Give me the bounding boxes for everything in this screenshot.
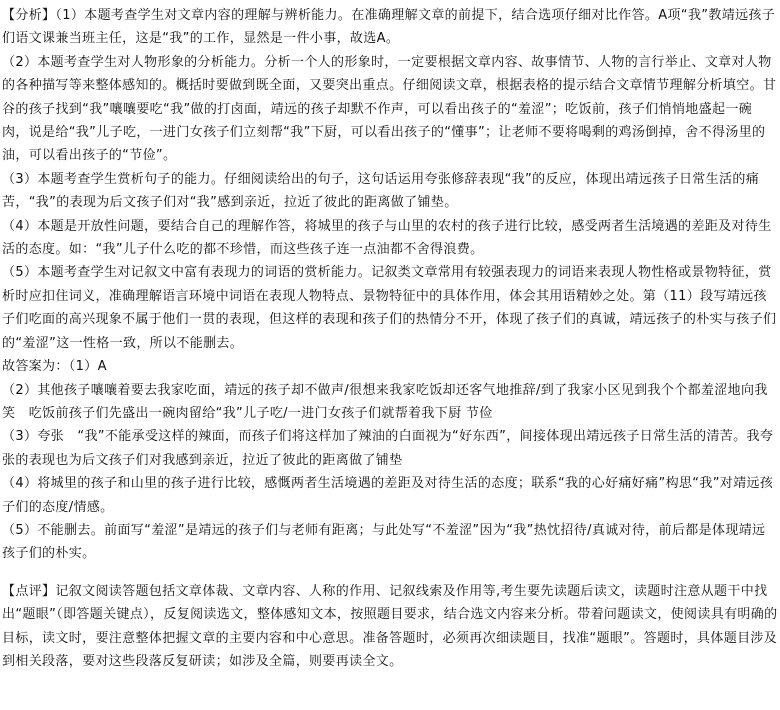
analysis-paragraph-2: （2）本题考查学生对人物形象的分析能力。分析一个人的形象时，一定要根据文章内容、故事情节、人物的言行举止、文章对人物的各种描写等来整体感知的。概括时要做到既全面，又要突出重点。仔细阅读文章，根据表格的提示结合文章情节理解分析填空。甘谷的孩子找到“我”嚷嚷要吃“我”做的打卤面，靖远的孩子却默不作声，可以看出孩子的“羞涩”；吃饭前，孩子们悄悄地盛起一碗肉，说是给“我”儿子吃，一进门女孩子们立刻帮“我”下厨，可以看出孩子的“懂事”；让老师不要将喝剩的鸡汤倒掉，舍不得汤里的油，可以看出孩子的“节俭”。 (2, 54, 777, 164)
analysis-paragraph-5: （5）本题考查学生对记叙文中富有表现力的词语的赏析能力。记叙类文章常用有较强表现力的词语来表现人物性格或景物特征，赏析时应扣住词义，准确理解语言环境中词语在表现人物特点、景物特征中的具体作用，体会其用语精妙之处。第（11）段写靖远孩子们吃面的高兴现象不属于他们一贯的表现，但这样的表现和孩子们的热情分不开，体现了孩子们的真诚，靖远孩子的朴实与孩子们的“羞涩”这一性格一致，所以不能删去。 (2, 265, 777, 351)
answer-3: （3）夸张 “我”不能承受这样的辣面，而孩子们将这样加了辣油的白面视为“好东西”，间接体现出靖远孩子日常生活的清苦。我夸张的表现也为后文孩子们对我感到亲近，拉近了彼此的距离做了铺垫 (2, 429, 774, 468)
section-spacer (2, 566, 778, 580)
answer-5: （5）不能删去。前面写“羞涩”是靖远的孩子们与老师有距离；与此处写“不羞涩”因为“我”热忱招待/真诚对待，前后都是体现靖远孩子们的朴实。 (2, 522, 766, 562)
analysis-paragraph-1: 【分析】（1）本题考查学生对文章内容的理解与辨析能力。在准确理解文章的前提下，结合选项仔细对比作答。A项“我”教靖远孩子们语文课兼当班主任，这是“我”的工作，显然是一件小事，故选A。 (2, 8, 776, 47)
analysis-paragraph-3: （3）本题考查学生赏析句子的能力。仔细阅读给出的句子，这句话运用夸张修辞表现“我”的反应，体现出靖远孩子日常生活的痛苦，“我”的表现为后文孩子们对“我”感到亲近，拉近了彼此的距离做了铺垫。 (2, 171, 760, 211)
analysis-paragraph-4: （4）本题是开放性问题，要结合自己的理解作答，将城里的孩子与山里的农村的孩子进行比较，感受两者生活境遇的差距及对待生活的态度。如：“我”儿子什么吃的都不珍惜，而这些孩子连一点油都不舍得浪费。 (2, 218, 772, 258)
comment-paragraph: 【点评】记叙文阅读答题包括文章体裁、文章内容、人称的作用、记叙线索及作用等,考生要先读题后读文，读题时注意从题干中找出“题眼”（即答题关键点），反复阅读选文，整体感知文本，按照题目要求，结合选文内容来分析。带着问题读文，使阅读具有明确的目标，读文时，要注意整体把握文章的主要内容和中心意思。准备答题时，必须再次细读题目，找准“题眼”。答题时，具体题目涉及到相关段落，要对这些段落反复研读；如涉及全篇，则要再读全文。 (2, 583, 778, 669)
answer-1: 故答案为：（1）A (2, 359, 107, 375)
answer-2: （2）其他孩子嚷嚷着要去我家吃面，靖远的孩子却不做声/很想来我家吃饭却还客气地推辞/到了我家小区见到我个个都羞涩地向我笑 吃饭前孩子们先盛出一碗肉留给“我”儿子吃/一进门女孩子们就帮着我下厨 节俭 (2, 382, 768, 421)
answer-4: （4）将城里的孩子和山里的孩子进行比较，感慨两者生活境遇的差距及对待生活的态度；联系“我的心好痛好痛”构思“我”对靖远孩子们的态度/情感。 (2, 476, 774, 515)
